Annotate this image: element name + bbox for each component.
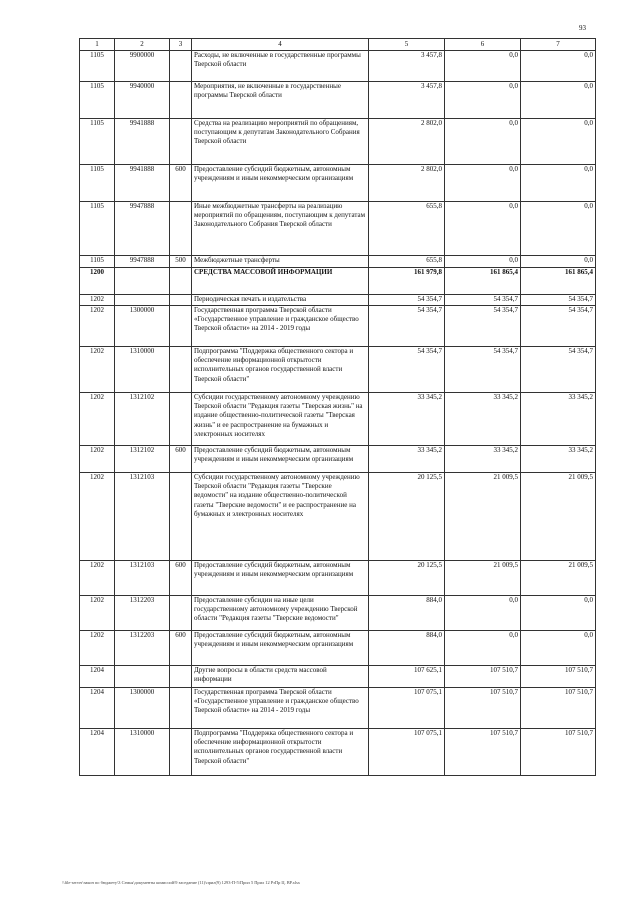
amount-col7: 0,0 [521, 165, 596, 202]
expense-type-code [170, 729, 192, 776]
target-article-code: 9941888 [115, 165, 170, 202]
table-row [80, 51, 596, 82]
amount-col7: 0,0 [521, 82, 596, 119]
section-code: 1202 [80, 295, 115, 306]
amount-col5: 20 125,5 [369, 473, 445, 561]
expense-type-code: 500 [170, 256, 192, 268]
amount-col6: 0,0 [445, 82, 521, 119]
amount-col5: 54 354,7 [369, 347, 445, 393]
item-name: Подпрограмма "Поддержка общественного сектора и обеспечение информационной открытости исполнительных органов государственной власти Тверской области" [192, 729, 369, 776]
amount-col7: 0,0 [521, 202, 596, 256]
amount-col5: 107 075,1 [369, 729, 445, 776]
section-code: 1202 [80, 347, 115, 393]
target-article-code: 9941888 [115, 119, 170, 165]
section-code: 1202 [80, 473, 115, 561]
table-row [80, 393, 596, 446]
amount-col5: 655,8 [369, 202, 445, 256]
amount-col6: 107 510,7 [445, 688, 521, 729]
amount-col7: 0,0 [521, 119, 596, 165]
table-row [80, 446, 596, 473]
expense-type-code [170, 666, 192, 688]
section-code: 1204 [80, 729, 115, 776]
amount-col7: 54 354,7 [521, 306, 596, 347]
amount-col7: 54 354,7 [521, 347, 596, 393]
amount-col6: 0,0 [445, 165, 521, 202]
column-header: 2 [115, 39, 170, 51]
amount-col7: 54 354,7 [521, 295, 596, 306]
expense-type-code: 600 [170, 631, 192, 666]
section-code: 1105 [80, 51, 115, 82]
target-article-code: 1312102 [115, 446, 170, 473]
table-row [80, 165, 596, 202]
item-name: Государственная программа Тверской области «Государственное управление и гражданское общество Тверской области» на 2014 - 2019 годы [192, 688, 369, 729]
amount-col6: 21 009,5 [445, 473, 521, 561]
amount-col7: 0,0 [521, 631, 596, 666]
column-header: 6 [445, 39, 521, 51]
expense-type-code: 600 [170, 446, 192, 473]
table-row [80, 561, 596, 596]
amount-col5: 161 979,8 [369, 268, 445, 295]
item-name: Иные межбюджетные трансферты на реализацию мероприятий по обращениям, поступающим к депутатам Законодательного Собрания Тверской области [192, 202, 369, 256]
amount-col6: 0,0 [445, 202, 521, 256]
amount-col6: 21 009,5 [445, 561, 521, 596]
amount-col7: 0,0 [521, 596, 596, 631]
amount-col7: 161 865,4 [521, 268, 596, 295]
amount-col6: 107 510,7 [445, 666, 521, 688]
amount-col7: 107 510,7 [521, 688, 596, 729]
item-name: Субсидии государственному автономному учреждению Тверской области "Редакция газеты "Тверская жизнь" на издание общественно-политической газеты "Тверская жизнь" и ее распространение на бумажных и электронных носителях [192, 393, 369, 446]
amount-col5: 54 354,7 [369, 306, 445, 347]
amount-col5: 2 802,0 [369, 165, 445, 202]
column-header: 4 [192, 39, 369, 51]
section-code: 1204 [80, 666, 115, 688]
amount-col6: 54 354,7 [445, 347, 521, 393]
column-header: 1 [80, 39, 115, 51]
section-code: 1202 [80, 306, 115, 347]
expense-type-code [170, 202, 192, 256]
item-name: Другие вопросы в области средств массовой информации [192, 666, 369, 688]
expense-type-code [170, 473, 192, 561]
target-article-code [115, 666, 170, 688]
expense-type-code: 600 [170, 165, 192, 202]
amount-col5: 655,8 [369, 256, 445, 268]
expense-type-code [170, 119, 192, 165]
target-article-code: 1300000 [115, 306, 170, 347]
amount-col5: 33 345,2 [369, 393, 445, 446]
item-name: Межбюджетные трансферты [192, 256, 369, 268]
budget-table [79, 38, 596, 776]
column-header: 5 [369, 39, 445, 51]
page-number: 93 [579, 24, 586, 32]
amount-col6: 0,0 [445, 119, 521, 165]
table-row [80, 202, 596, 256]
column-header: 3 [170, 39, 192, 51]
expense-type-code [170, 306, 192, 347]
amount-col5: 884,0 [369, 631, 445, 666]
target-article-code [115, 295, 170, 306]
expense-type-code [170, 596, 192, 631]
section-code: 1105 [80, 202, 115, 256]
item-name: Расходы, не включенные в государственные программы Тверской области [192, 51, 369, 82]
amount-col5: 54 354,7 [369, 295, 445, 306]
section-code: 1202 [80, 446, 115, 473]
item-name: Субсидии государственному автономному учреждению Тверской области "Редакция газеты "Тверские ведомости" на издание общественно-политической газеты "Тверские ведомости" и ее распространение на бумажных и электронных носителях [192, 473, 369, 561]
expense-type-code [170, 393, 192, 446]
table-row [80, 347, 596, 393]
amount-col6: 33 345,2 [445, 393, 521, 446]
amount-col5: 33 345,2 [369, 446, 445, 473]
table-row [80, 688, 596, 729]
amount-col6: 54 354,7 [445, 306, 521, 347]
item-name: Подпрограмма "Поддержка общественного сектора и обеспечение информационной открытости исполнительных органов государственной власти Тверской области" [192, 347, 369, 393]
expense-type-code [170, 688, 192, 729]
table-row [80, 119, 596, 165]
table-row [80, 256, 596, 268]
section-code: 1105 [80, 82, 115, 119]
item-name: Предоставление субсидии на иные цели государственному автономному учреждению Тверской области "Редакция газеты "Тверские ведомости" [192, 596, 369, 631]
amount-col6: 33 345,2 [445, 446, 521, 473]
table-row [80, 295, 596, 306]
expense-type-code [170, 347, 192, 393]
table-body [80, 51, 596, 776]
amount-col6: 0,0 [445, 631, 521, 666]
amount-col6: 54 354,7 [445, 295, 521, 306]
item-name: Предоставление субсидий бюджетным, автономным учреждениям и иным некоммерческим организациям [192, 561, 369, 596]
item-name: Государственная программа Тверской области «Государственное управление и гражданское общество Тверской области» на 2014 - 2019 годы [192, 306, 369, 347]
amount-col5: 107 075,1 [369, 688, 445, 729]
target-article-code: 1300000 [115, 688, 170, 729]
column-header: 7 [521, 39, 596, 51]
item-name: Предоставление субсидий бюджетным, автономным учреждениям и иным некоммерческим организациям [192, 165, 369, 202]
table-row [80, 82, 596, 119]
amount-col6: 161 865,4 [445, 268, 521, 295]
target-article-code: 1310000 [115, 347, 170, 393]
amount-col7: 21 009,5 [521, 473, 596, 561]
target-article-code: 1312102 [115, 393, 170, 446]
amount-col5: 107 625,1 [369, 666, 445, 688]
section-code: 1105 [80, 119, 115, 165]
section-code: 1202 [80, 596, 115, 631]
table-row [80, 729, 596, 776]
expense-type-code [170, 51, 192, 82]
item-name: Периодическая печать и издательства [192, 295, 369, 306]
target-article-code: 1310000 [115, 729, 170, 776]
table-row [80, 268, 596, 295]
target-article-code [115, 268, 170, 295]
target-article-code: 1312203 [115, 631, 170, 666]
amount-col5: 20 125,5 [369, 561, 445, 596]
section-code: 1202 [80, 561, 115, 596]
amount-col6: 107 510,7 [445, 729, 521, 776]
section-code: 1105 [80, 165, 115, 202]
table-row [80, 473, 596, 561]
amount-col7: 107 510,7 [521, 666, 596, 688]
target-article-code: 9940000 [115, 82, 170, 119]
table-row [80, 596, 596, 631]
expense-type-code: 600 [170, 561, 192, 596]
expense-type-code [170, 82, 192, 119]
table-row [80, 306, 596, 347]
amount-col7: 0,0 [521, 51, 596, 82]
target-article-code: 9947888 [115, 256, 170, 268]
item-name: Предоставление субсидий бюджетным, автономным учреждениям и иным некоммерческим организациям [192, 631, 369, 666]
amount-col6: 0,0 [445, 596, 521, 631]
amount-col6: 0,0 [445, 256, 521, 268]
amount-col7: 21 009,5 [521, 561, 596, 596]
section-code: 1105 [80, 256, 115, 268]
amount-col7: 107 510,7 [521, 729, 596, 776]
target-article-code: 9947888 [115, 202, 170, 256]
expense-type-code [170, 268, 192, 295]
footer-file-path: \\file-server\закон по бюджету\3 Семья\документы комиссий\9 заседание (11)\прил(9) 1293-П-5\Прил 5 Прил 12 РзПр Ц. ВР.xlsx [62, 880, 300, 885]
item-name: Предоставление субсидий бюджетным, автономным учреждениям и иным некоммерческим организациям [192, 446, 369, 473]
amount-col6: 0,0 [445, 51, 521, 82]
target-article-code: 1312103 [115, 473, 170, 561]
amount-col5: 3 457,8 [369, 82, 445, 119]
table-row [80, 666, 596, 688]
section-code: 1200 [80, 268, 115, 295]
amount-col5: 884,0 [369, 596, 445, 631]
amount-col5: 3 457,8 [369, 51, 445, 82]
section-code: 1202 [80, 631, 115, 666]
amount-col5: 2 802,0 [369, 119, 445, 165]
item-name: СРЕДСТВА МАССОВОЙ ИНФОРМАЦИИ [192, 268, 369, 295]
target-article-code: 9900000 [115, 51, 170, 82]
target-article-code: 1312103 [115, 561, 170, 596]
item-name: Средства на реализацию мероприятий по обращениям, поступающим к депутатам Законодательного Собрания Тверской области [192, 119, 369, 165]
expense-type-code [170, 295, 192, 306]
item-name: Мероприятия, не включенные в государственные программы Тверской области [192, 82, 369, 119]
table-row [80, 631, 596, 666]
table-header-row [80, 39, 596, 51]
amount-col7: 33 345,2 [521, 393, 596, 446]
section-code: 1204 [80, 688, 115, 729]
amount-col7: 0,0 [521, 256, 596, 268]
target-article-code: 1312203 [115, 596, 170, 631]
section-code: 1202 [80, 393, 115, 446]
amount-col7: 33 345,2 [521, 446, 596, 473]
